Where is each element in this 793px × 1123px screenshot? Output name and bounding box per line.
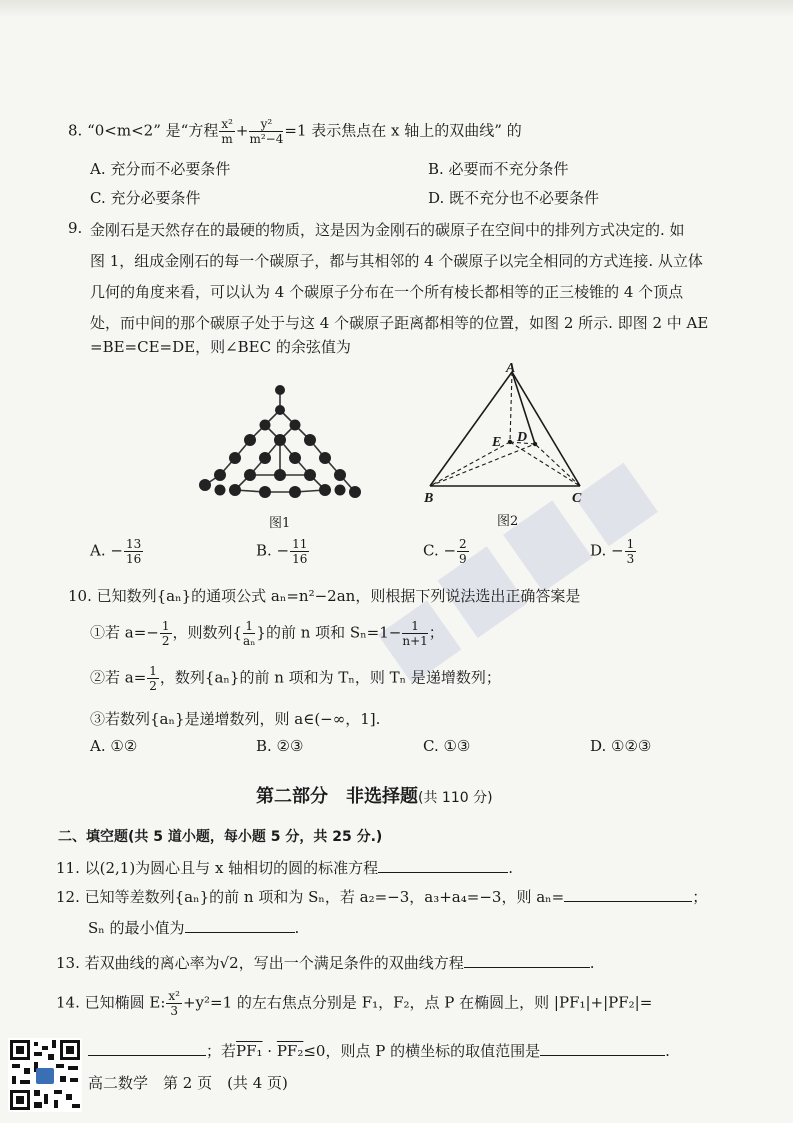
fraction: $\frac{13}{16}$: [125, 537, 142, 566]
fill-in-section-header: 二、填空题(共 5 道小题，每小题 5 分，共 25 分.): [58, 829, 383, 845]
fraction: $\frac{1}{\text{aₙ}}$: [243, 619, 256, 648]
q11: 11. 以(2,1)为圆心且与 x 轴相切的圆的标准方程 .: [56, 859, 513, 877]
fraction: $\frac{1}{2}$: [149, 664, 157, 693]
q9-line-1: 金刚石是天然存在的最硬的物质，这是因为金刚石的碳原子在空间中的排列方式决定的. 如: [90, 221, 685, 239]
q13: 13. 若双曲线的离心率为√2，写出一个满足条件的双曲线方程 .: [56, 954, 595, 972]
q10-option-d: D. ①②③: [590, 737, 652, 755]
q8-option-a: A. 充分而不必要条件: [90, 160, 231, 178]
q10-stem: 10. 已知数列{aₙ}的通项公式 aₙ=n²−2an，则根据下列说法选出正确答案是: [68, 587, 581, 605]
q9-number: 9.: [68, 219, 83, 237]
q8-option-d: D. 既不充分也不必要条件: [428, 189, 600, 207]
q9-option-d: D. − $\frac{1}{3}$: [590, 537, 635, 566]
fraction: $\frac{1}{n+1}$: [402, 619, 428, 648]
q8-option-c: C. 充分必要条件: [90, 189, 201, 207]
answer-blank[interactable]: [564, 887, 692, 902]
q10-statement-1: ①若 a=− $\frac{1}{2}$ ，则数列{ $\frac{1}{\text{aₙ}}$ }的前 n 项和 Sₙ=1− $\frac{1}{n+1}$ ；: [90, 619, 444, 648]
answer-blank[interactable]: [378, 858, 508, 873]
fraction: $\frac{2}{9}$: [459, 537, 467, 566]
figure-2-caption: 图2: [497, 514, 519, 529]
figure-1-caption: 图1: [269, 516, 291, 531]
q14-line-2: ；若PF₁ · PF₂≤0，则点 P 的横坐标的取值范围是 .: [88, 1040, 670, 1061]
q10-option-a: A. ①②: [90, 737, 138, 755]
q10-statement-3: ③若数列{aₙ}是递增数列，则 a∈(−∞，1].: [90, 710, 381, 728]
q9-line-2: 图 1，组成金刚石的每一个碳原子，都与其相邻的 4 个碳原子以完全相同的方式连接. 从立体: [90, 252, 703, 270]
answer-blank[interactable]: [185, 918, 295, 933]
q9-option-c: C. − $\frac{2}{9}$: [423, 537, 467, 566]
q12: 12. 已知等差数列{aₙ}的前 n 项和为 Sₙ，若 a₂=−3，a₃+a₄=−3，则 aₙ= ；: [56, 888, 708, 906]
figure-1-diamond-lattice: [195, 380, 365, 505]
q8-stem: 8. “0<m<2” 是“方程 $\frac{\text{x²}}{m}$ + $\frac{\text{y²}}{\text{m²−4}}$ =1 表示焦点在 x 轴上的双曲线” 的: [68, 117, 522, 146]
page-footer: 高二数学 第 2 页 (共 4 页): [88, 1074, 288, 1092]
q9-option-b: B. − $\frac{11}{16}$: [256, 537, 308, 566]
point-b-label: B: [424, 491, 434, 504]
answer-blank[interactable]: [88, 1041, 206, 1056]
fraction: $\frac{11}{16}$: [292, 537, 308, 566]
q9-line-5: =BE=CE=DE，则∠BEC 的余弦值为: [90, 338, 351, 356]
q10-option-c: C. ①③: [423, 737, 471, 755]
fraction: $\frac{\text{x²}}{m}$: [221, 117, 233, 146]
q8-option-b: B. 必要而不充分条件: [428, 160, 569, 178]
q10-statement-2: ②若 a= $\frac{1}{2}$ ，数列{aₙ}的前 n 项和为 Tₙ，则 Tₙ 是递增数列；: [90, 664, 501, 693]
vector-pf1: PF₁: [236, 1042, 263, 1060]
point-c-label: C: [572, 491, 582, 504]
qr-code[interactable]: [8, 1038, 82, 1112]
fraction: $\frac{1}{3}$: [626, 537, 635, 566]
figure-2-tetrahedron: [420, 362, 600, 504]
q9-option-a: A. − $\frac{13}{16}$: [90, 537, 142, 566]
fraction: $\frac{\text{y²}}{\text{m²−4}}$: [249, 117, 284, 146]
point-e-label: E: [492, 435, 502, 450]
point-a-label: A: [506, 362, 516, 376]
q14-line-1: 14. 已知椭圆 E: $\frac{\text{x²}}{3}$ +y²=1 的左右焦点分别是 F₁，F₂，点 P 在椭圆上，则 |PF₁|+|PF₂|=: [56, 989, 653, 1018]
vector-pf2: PF₂: [276, 1042, 304, 1060]
point-d-label: D: [517, 430, 528, 445]
part-2-heading: 第二部分 非选择题(共 110 分): [256, 786, 493, 807]
fraction: $\frac{\text{x²}}{3}$: [168, 989, 180, 1018]
answer-blank[interactable]: [464, 953, 590, 968]
q9-line-3: 几何的角度来看，可以认为 4 个碳原子分布在一个所有棱长都相等的正三棱锥的 4 个顶点: [90, 283, 684, 301]
answer-blank[interactable]: [540, 1041, 665, 1056]
fraction: $\frac{1}{2}$: [161, 619, 170, 648]
top-scan-band: [0, 0, 793, 18]
q9-line-4: 处，而中间的那个碳原子处于与这 4 个碳原子距离都相等的位置，如图 2 所示. 即图 2 中 AE: [90, 314, 709, 332]
q12-line-2: Sₙ 的最小值为 .: [88, 919, 300, 937]
q10-option-b: B. ②③: [256, 737, 304, 755]
